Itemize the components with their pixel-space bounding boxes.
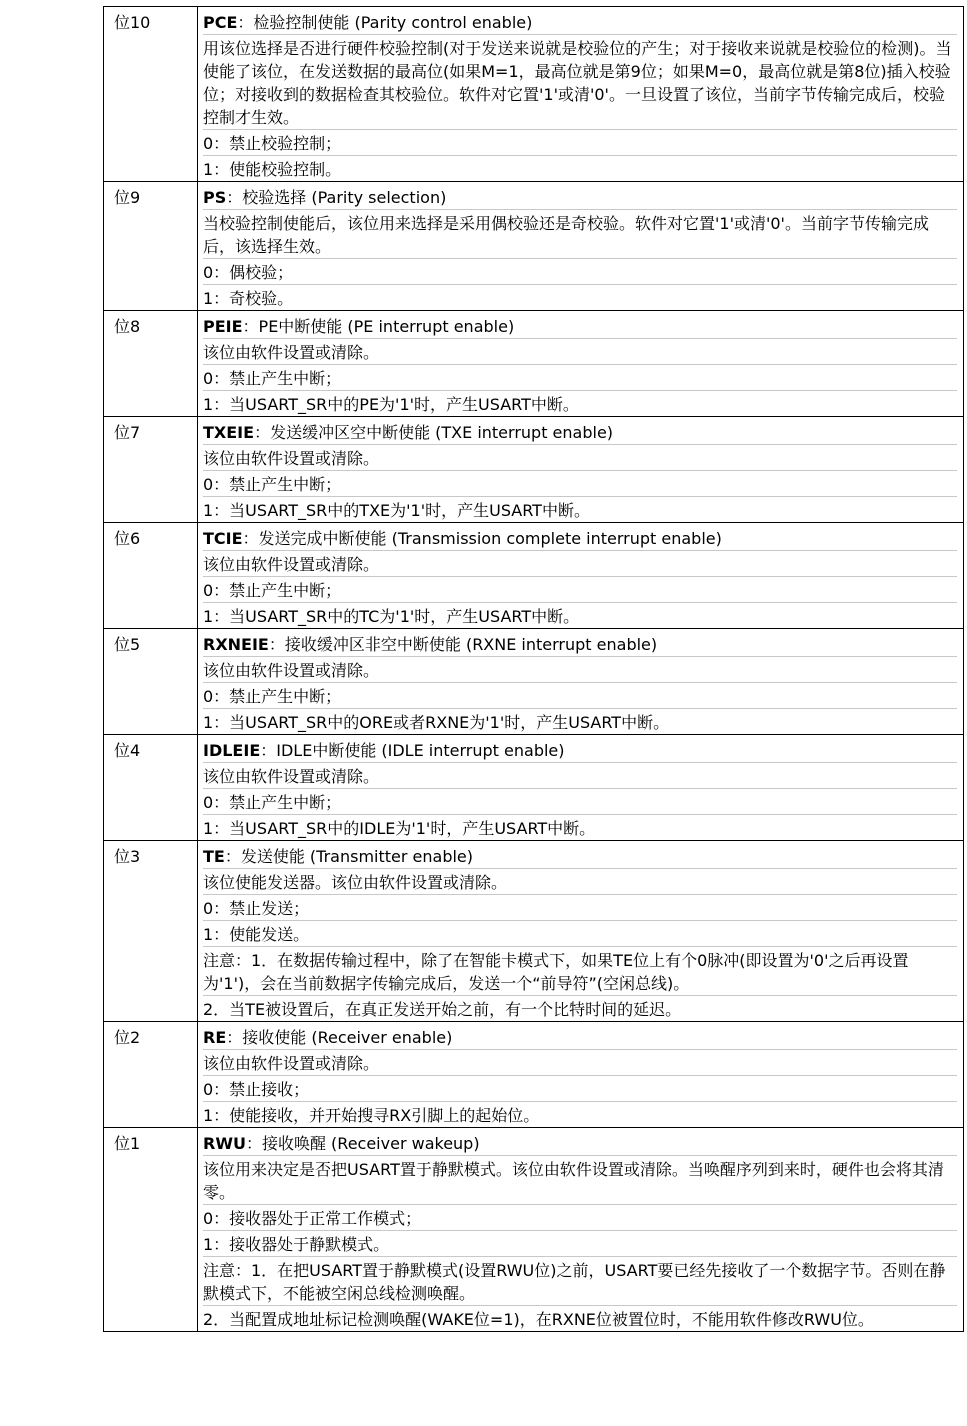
description-line: 该位由软件设置或清除。 (203, 550, 957, 576)
register-bit-row (104, 182, 964, 311)
register-bit-table (103, 6, 964, 1332)
description-line: 该位由软件设置或清除。 (203, 656, 957, 682)
description-line: 该位由软件设置或清除。 (203, 444, 957, 470)
bit-field-heading (203, 11, 957, 34)
bit-description-cell (198, 417, 964, 523)
description-line: 0：偶校验； (203, 258, 957, 284)
bit-field-heading (203, 186, 957, 209)
field-title: ：发送使能 (Transmitter enable) (224, 847, 474, 866)
bit-field-heading (203, 633, 957, 656)
description-line: 注意：1．在数据传输过程中，除了在智能卡模式下，如果TE位上有个0脉冲(即设置为'0'之后再设置为'1')，会在当前数据字传输完成后，发送一个“前导符”(空闲总线)。 (203, 946, 957, 995)
description-line: 0：禁止发送； (203, 894, 957, 920)
description-line: 1：使能接收，并开始搜寻RX引脚上的起始位。 (203, 1101, 957, 1127)
bit-number-cell (104, 311, 198, 417)
bit-number-label: 位10 (114, 13, 151, 32)
bit-number-cell (104, 841, 198, 1022)
field-title: ：校验选择 (Parity selection) (226, 188, 447, 207)
field-name: PCE (203, 13, 238, 32)
description-line: 该位使能发送器。该位由软件设置或清除。 (203, 868, 957, 894)
bit-number-label: 位6 (114, 529, 141, 548)
field-name: TE (203, 847, 225, 866)
description-line: 0：禁止产生中断； (203, 788, 957, 814)
bit-description-cell (198, 735, 964, 841)
description-line: 0：禁止产生中断； (203, 682, 957, 708)
bit-number-label: 位5 (114, 635, 141, 654)
bit-number-cell (104, 7, 198, 182)
description-line: 该位用来决定是否把USART置于静默模式。该位由软件设置或清除。当唤醒序列到来时，硬件也会将其清零。 (203, 1155, 957, 1204)
description-line: 1：当USART_SR中的IDLE为'1'时，产生USART中断。 (203, 814, 957, 840)
description-line: 1：奇校验。 (203, 284, 957, 310)
register-bit-row (104, 1128, 964, 1332)
description-line: 1：使能发送。 (203, 920, 957, 946)
description-line: 1：接收器处于静默模式。 (203, 1230, 957, 1256)
register-bit-row (104, 311, 964, 417)
register-bit-row (104, 7, 964, 182)
field-title: ：接收缓冲区非空中断使能 (RXNE interrupt enable) (268, 635, 658, 654)
description-line: 用该位选择是否进行硬件校验控制(对于发送来说就是校验位的产生；对于接收来说就是校验位的检测)。当使能了该位，在发送数据的最高位(如果M=1，最高位就是第9位；如果M=0，最高位就是第8位)插入校验位；对接收到的数据检查其校验位。软件对它置'1'或清'0'。一旦设置了该位，当前字节传输完成后，校验控制才生效。 (203, 34, 957, 129)
register-bit-row (104, 1022, 964, 1128)
bit-description-cell (198, 841, 964, 1022)
bit-number-cell (104, 1128, 198, 1332)
register-bit-row (104, 841, 964, 1022)
description-line: 0：接收器处于正常工作模式； (203, 1204, 957, 1230)
bit-field-heading (203, 845, 957, 868)
bit-field-heading (203, 315, 957, 338)
field-name: PS (203, 188, 227, 207)
field-title: ：发送缓冲区空中断使能 (TXE interrupt enable) (254, 423, 614, 442)
bit-number-cell (104, 417, 198, 523)
field-title: ：接收唤醒 (Receiver wakeup) (245, 1134, 480, 1153)
bit-number-cell (104, 735, 198, 841)
register-bit-table-body (104, 7, 964, 1332)
bit-number-label: 位4 (114, 741, 141, 760)
bit-description-cell (198, 523, 964, 629)
bit-number-cell (104, 1022, 198, 1128)
field-title: ：发送完成中断使能 (Transmission complete interrupt enable) (242, 529, 722, 548)
description-line: 1：使能校验控制。 (203, 155, 957, 181)
description-line: 当校验控制使能后，该位用来选择是采用偶校验还是奇校验。软件对它置'1'或清'0'。当前字节传输完成后，该选择生效。 (203, 209, 957, 258)
bit-description-cell (198, 182, 964, 311)
field-name: PEIE (203, 317, 243, 336)
bit-number-cell (104, 629, 198, 735)
register-bit-row (104, 735, 964, 841)
description-line: 0：禁止接收； (203, 1075, 957, 1101)
field-title: ：检验控制使能 (Parity control enable) (237, 13, 533, 32)
description-line: 该位由软件设置或清除。 (203, 338, 957, 364)
field-name: TCIE (203, 529, 243, 548)
bit-field-heading (203, 527, 957, 550)
field-name: RWU (203, 1134, 246, 1153)
description-line: 该位由软件设置或清除。 (203, 762, 957, 788)
description-line: 1：当USART_SR中的TXE为'1'时，产生USART中断。 (203, 496, 957, 522)
bit-number-label: 位9 (114, 188, 141, 207)
field-name: RE (203, 1028, 227, 1047)
register-bit-row (104, 629, 964, 735)
bit-number-label: 位3 (114, 847, 141, 866)
bit-number-cell (104, 523, 198, 629)
description-line: 2．当TE被设置后，在真正发送开始之前，有一个比特时间的延迟。 (203, 995, 957, 1021)
description-line: 1：当USART_SR中的ORE或者RXNE为'1'时，产生USART中断。 (203, 708, 957, 734)
bit-description-cell (198, 629, 964, 735)
description-line: 0：禁止校验控制； (203, 129, 957, 155)
field-name: RXNEIE (203, 635, 269, 654)
bit-description-cell (198, 7, 964, 182)
register-bit-row (104, 523, 964, 629)
bit-description-cell (198, 311, 964, 417)
bit-description-cell (198, 1022, 964, 1128)
description-line: 2．当配置成地址标记检测唤醒(WAKE位=1)，在RXNE位被置位时，不能用软件修改RWU位。 (203, 1305, 957, 1331)
bit-number-label: 位1 (114, 1134, 141, 1153)
field-name: TXEIE (203, 423, 255, 442)
bit-field-heading (203, 421, 957, 444)
bit-field-heading (203, 1026, 957, 1049)
description-line: 注意：1．在把USART置于静默模式(设置RWU位)之前，USART要已经先接收了一个数据字节。否则在静默模式下，不能被空闲总线检测唤醒。 (203, 1256, 957, 1305)
description-line: 1：当USART_SR中的PE为'1'时，产生USART中断。 (203, 390, 957, 416)
field-title: ：PE中断使能 (PE interrupt enable) (242, 317, 515, 336)
bit-number-label: 位8 (114, 317, 141, 336)
register-bit-row (104, 417, 964, 523)
bit-field-heading (203, 739, 957, 762)
description-line: 0：禁止产生中断； (203, 470, 957, 496)
field-name: IDLEIE (203, 741, 261, 760)
description-line: 0：禁止产生中断； (203, 576, 957, 602)
field-title: ：IDLE中断使能 (IDLE interrupt enable) (260, 741, 565, 760)
description-line: 1：当USART_SR中的TC为'1'时，产生USART中断。 (203, 602, 957, 628)
field-title: ：接收使能 (Receiver enable) (226, 1028, 453, 1047)
bit-number-label: 位7 (114, 423, 141, 442)
description-line: 该位由软件设置或清除。 (203, 1049, 957, 1075)
description-line: 0：禁止产生中断； (203, 364, 957, 390)
bit-number-cell (104, 182, 198, 311)
bit-field-heading (203, 1132, 957, 1155)
bit-description-cell (198, 1128, 964, 1332)
bit-number-label: 位2 (114, 1028, 141, 1047)
